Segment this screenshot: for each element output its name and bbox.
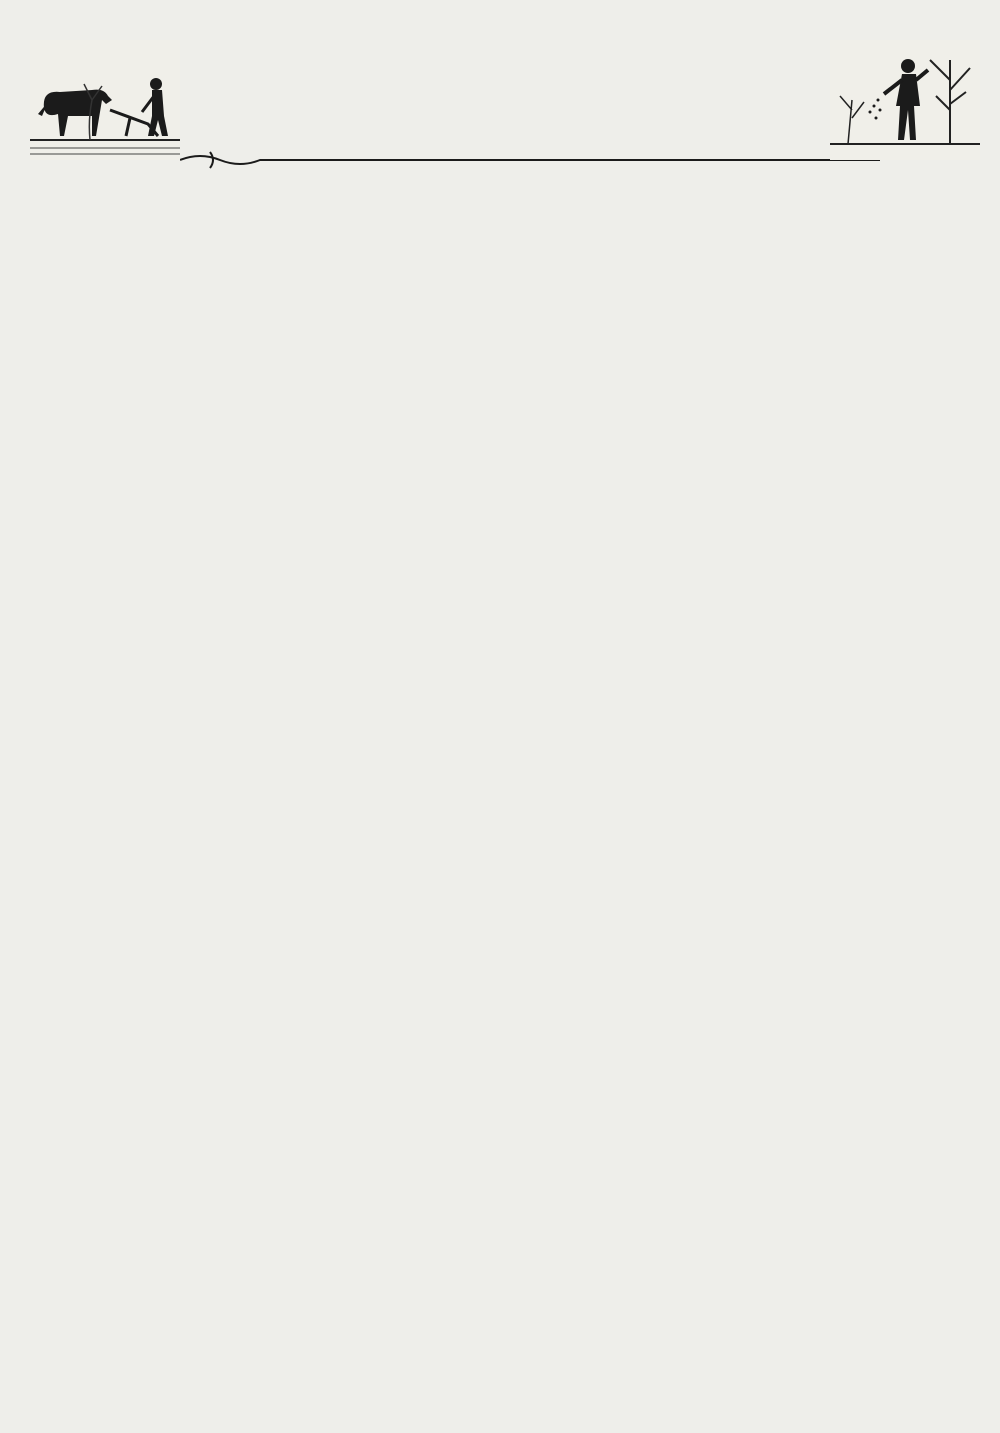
sower-illustration <box>830 40 980 160</box>
column-left <box>28 180 508 200</box>
article1-col-b <box>273 194 508 200</box>
article1-col-a <box>28 194 263 200</box>
masthead-underline <box>180 150 880 170</box>
masthead <box>30 40 980 170</box>
article1-body <box>28 194 508 200</box>
ploughing-illustration <box>30 40 180 160</box>
